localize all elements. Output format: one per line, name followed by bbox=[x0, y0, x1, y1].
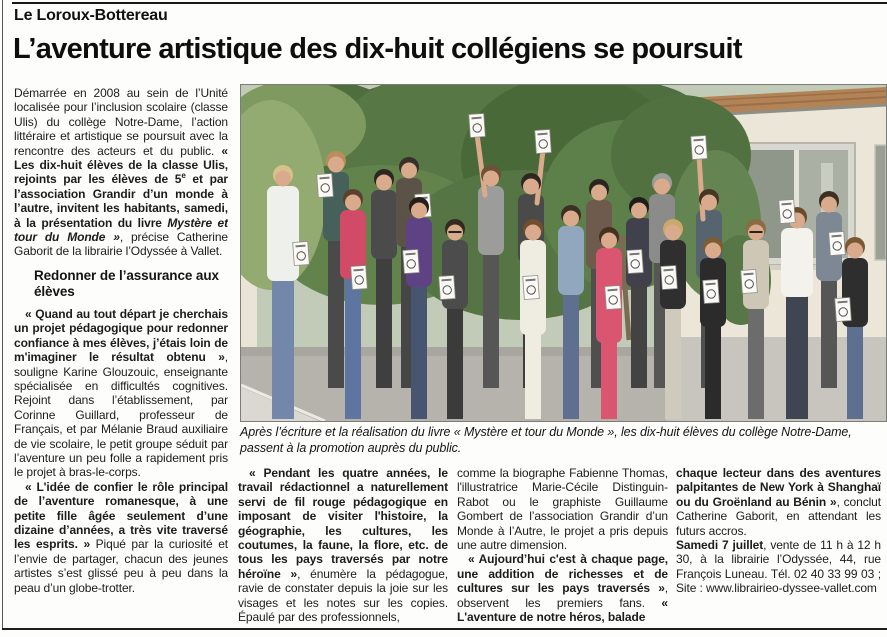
event-info-paragraph: Samedi 7 juillet, vente de 11 h à 12 h 30, à la librairie l’Odyssée, 44, rue François Luneau. Tél. 02 40 33 99 03 ; Site : www.librairieo-dyssee-vallet.com bbox=[676, 538, 881, 596]
article-paragraph: comme la biographe Fabienne Thomas, l'illustratrice Marie-Cécile Distinguin-Rabot ou le graphiste Guillaume Gombert de l’association Grandir d’un Monde à l’Autre, le projet a pris depuis une autre dimension. bbox=[457, 466, 668, 553]
face bbox=[821, 197, 837, 213]
face bbox=[525, 225, 541, 241]
article-paragraph: « Aujourd’hui c'est à chaque page, une addition de richesses et de cultures sur les pays traversés », observent les premiers fans. « L'aventure de notre héros, balade bbox=[457, 552, 668, 625]
face bbox=[705, 243, 721, 259]
article-column-3 bbox=[457, 466, 668, 628]
face bbox=[563, 211, 579, 227]
booklet bbox=[741, 270, 758, 294]
face bbox=[275, 171, 291, 187]
left-rule bbox=[2, 0, 3, 628]
photo-caption: Après l’écriture et la réalisation du livre « Mystère et tour du Monde », les dix-huit élèves du collège Notre-Dame, passent à la promotion auprès du public. bbox=[240, 425, 852, 455]
bottom-rule bbox=[2, 628, 887, 630]
booklet bbox=[535, 130, 552, 154]
face bbox=[345, 195, 361, 211]
section-kicker: Le Loroux-Bottereau bbox=[14, 7, 168, 24]
group-photo bbox=[240, 84, 887, 422]
article-paragraph: chaque lecteur dans des aventures palpitantes de New York à Shanghaï ou du Groënland au Bénin », conclut Catherine Gaborit, en attendant les futurs accros. bbox=[676, 466, 881, 538]
group-photo-illustration bbox=[241, 85, 886, 421]
face bbox=[847, 243, 863, 259]
face bbox=[376, 175, 392, 191]
top-rule bbox=[12, 2, 887, 4]
face bbox=[523, 179, 539, 195]
glasses bbox=[750, 231, 763, 233]
face bbox=[483, 171, 499, 187]
face bbox=[631, 203, 647, 219]
booklet bbox=[691, 136, 708, 160]
article-column-1 bbox=[14, 86, 228, 628]
face bbox=[411, 203, 427, 219]
article-subhead: Redonner de l’assurance aux élèves bbox=[34, 267, 219, 300]
article-paragraph: Démarrée en 2008 au sein de l’Unité localisée pour l’inclusion scolaire (classe Ulis) du collège Notre-Dame, l’action littéraire et artistique se poursuit avec la rencontre des acteurs et du public. « Les dix-huit élèves de la classe Ulis, rejoints par les élèves de 5e et par l’association Grandir d’un monde à l’autre, invitent les habitants, samedi, à la présentation du livre Mystère et tour du Monde », précise Catherine Gaborit de la librairie l’Odyssée à Vallet. bbox=[14, 86, 228, 259]
booklet bbox=[779, 200, 796, 224]
article-paragraph: « Pendant les quatre années, le travail rédactionnel a naturellement servi de fil rouge pédagogique en imposant de visiter l'histoire, la géographie, les cultures, les coutumes, la faune, la flore, etc. de tous les pays traversés par notre héroïne », énumère la pédagogue, ravie de constater depuis la joie sur les visages et les notes sur les copies. Épaulé par des professionnels, bbox=[238, 466, 448, 625]
face bbox=[665, 225, 681, 241]
booklet bbox=[293, 242, 310, 266]
booklet bbox=[439, 276, 456, 300]
booklet bbox=[351, 266, 368, 290]
booklet bbox=[627, 250, 644, 274]
booklet bbox=[829, 232, 846, 256]
glasses bbox=[449, 231, 462, 233]
article-headline: L’aventure artistique des dix-huit collégiens se poursuit bbox=[13, 33, 742, 65]
booklet bbox=[703, 280, 720, 304]
booklet bbox=[317, 174, 334, 198]
face bbox=[601, 233, 617, 249]
booklet bbox=[403, 250, 420, 274]
face bbox=[654, 179, 670, 195]
article-paragraph: « Quand au tout départ je cherchais un projet pédagogique pour redonner confiance à mes élèves, j’étais loin de m'imaginer le résultat obtenu », souligne Karine Glouzouic, enseignante spécialisée en difficultés cognitives. Rejoint dans l’établissement, par Corinne Guillard, professeur de Français, et par Mélanie Braud auxiliaire de vie scolaire, le petit groupe séduit par l’aventure un peu folle a rapidement pris le projet à bras-le-corps. bbox=[14, 306, 228, 480]
face bbox=[401, 163, 417, 179]
side-window bbox=[875, 145, 886, 260]
article-paragraph: « L'idée de confier le rôle principal de l’aventure romanesque, à une petite fille âgée seulement d’une dizaine d’années, a très vite traversé les esprits. » Piqué par la curiosité et l’envie de partager, chacun des jeunes artistes s’est glissé peu à peu dans la peau d’un globe-trotter. bbox=[14, 479, 228, 595]
face bbox=[328, 157, 344, 173]
face bbox=[591, 185, 607, 201]
article-column-2 bbox=[238, 466, 448, 628]
booklet bbox=[835, 298, 852, 322]
article-column-4 bbox=[676, 466, 881, 628]
booklet bbox=[605, 286, 622, 310]
face bbox=[701, 195, 717, 211]
booklet bbox=[523, 276, 540, 300]
booklet bbox=[661, 266, 678, 290]
booklet bbox=[469, 114, 486, 138]
